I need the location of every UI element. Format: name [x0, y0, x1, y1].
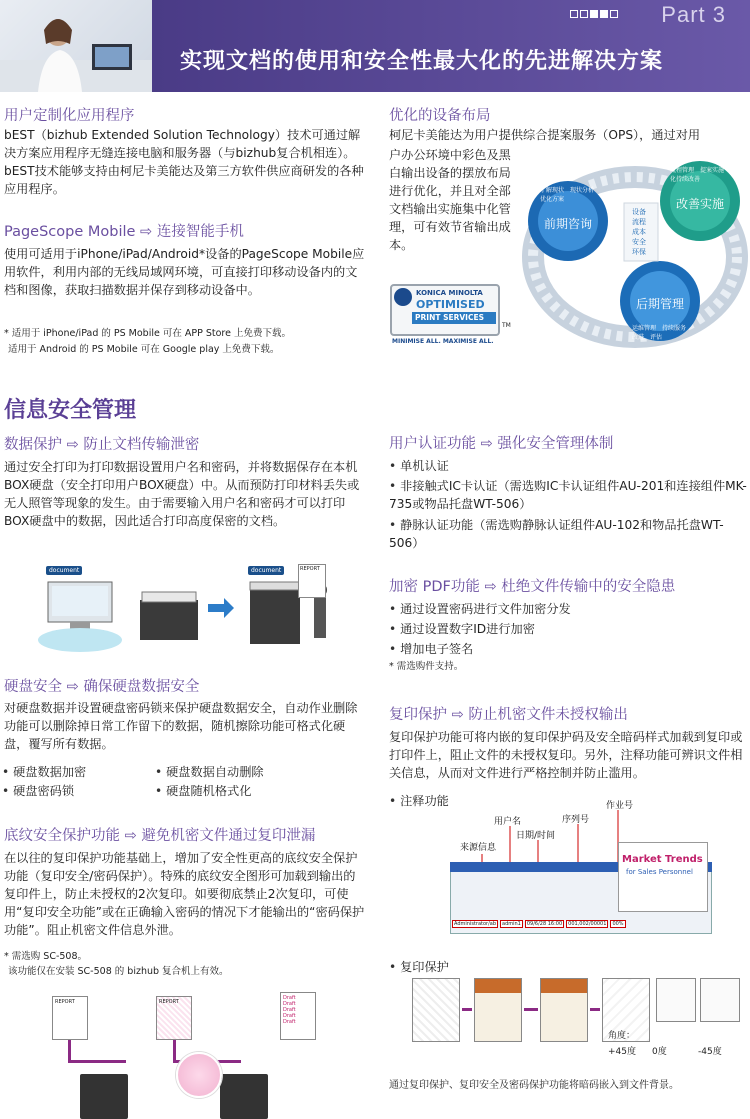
copy-protect-caption: 通过复印保护、复印安全及密码保护功能将暗码嵌入到文件背景。	[389, 1080, 679, 1091]
secure-print-illustration	[30, 560, 350, 660]
printer-icon	[80, 1074, 128, 1119]
draft-text: Draft	[283, 1001, 296, 1007]
badge-slogan: MINIMISE ALL. MAXIMISE ALL.	[392, 338, 494, 345]
circle-management: 后期管理	[636, 297, 685, 311]
angle-zero: 0度	[652, 1047, 667, 1057]
strip-cell: admin1	[502, 921, 521, 927]
copyprotect-text: 复印保护功能可将内嵌的复印保护码及安全暗码样式加载到复印或打印件上，阻止文件的未授权复印。另外，注释功能可辨识文件相关信息，从而对文件进行严格控制并防止滥用。	[389, 730, 743, 780]
section-title: 信息安全管理	[4, 398, 137, 423]
copyguard-illustration	[44, 988, 324, 1119]
circle-improvement: 改善实施	[676, 197, 725, 211]
pdf-item: • 通过设置数字ID进行加密	[389, 620, 535, 638]
auth-heading: 用户认证功能 ⇨ 强化安全管理体制	[389, 436, 614, 452]
auth-item: • 单机认证	[389, 457, 749, 475]
ops-cycle-diagram	[520, 145, 748, 355]
report-paper: REPORT	[298, 564, 326, 598]
angle-label: 角度：	[608, 1031, 636, 1041]
hdd-item: • 硬盘密码锁	[2, 782, 74, 800]
pagescope-note-2: 适用于 Android 的 PS Mobile 可在 Google play 上免费下载。	[8, 344, 280, 355]
layout-text-2: 户办公环境中彩色及黑白输出设备的摆放布局进行优化，并且对全部文档输出实施集中化管理，可有效节省输出成本。	[389, 148, 511, 252]
pattern-magnifier-icon	[176, 1052, 222, 1098]
badge-brand: KONICA MINOLTA	[416, 289, 483, 297]
badge-tm: TM	[502, 322, 511, 329]
auth-item: • 非接触式IC卡认证（需选购IC卡认证组件AU-201和连接组件MK-735或物品托盘WT-506）	[389, 477, 749, 513]
strip-cell: Administrator/ab	[454, 921, 497, 927]
layout-heading: 优化的设备布局	[389, 108, 491, 124]
arc-text-1: 了解现状 现状分析 优化方案	[540, 187, 601, 203]
guarded-report: REPORT	[156, 996, 192, 1040]
copyguard-text: 在以往的复印保护功能基础上，增加了安全性更高的底纹安全保护功能（复印安全/密码保护）。特殊的底纹安全图形可加载到输出的复印件上，防止未授权的2次复印。如要彻底禁止2次复印，可使用“复印安全功能”或在正确输入密码的情况下才能输出的“密码保护功能”。阻止机密文件信息外泄。	[4, 851, 365, 937]
annotation-strip	[452, 920, 626, 928]
pagescope-note-1: * 适用于 iPhone/iPad 的 PS Mobile 可在 APP Store 上免费下载。	[4, 328, 291, 339]
part-label: Part 3	[661, 2, 726, 27]
badge-line2: PRINT SERVICES	[415, 313, 484, 322]
printer-icon	[220, 1074, 268, 1119]
copy-protect-title: • 复印保护	[389, 958, 449, 976]
data-protect-heading: 数据保护 ⇨ 防止文档传输泄密	[4, 437, 200, 453]
angle-plus45: +45度	[608, 1047, 636, 1057]
label-job-no: 作业号	[606, 801, 634, 811]
pdf-item: • 通过设置密码进行文件加密分发	[389, 600, 571, 618]
badge-line1: OPTIMISED	[416, 298, 485, 311]
copyprotect-heading: 复印保护 ⇨ 防止机密文件未授权输出	[389, 707, 628, 723]
draft-text: Draft	[283, 1019, 296, 1025]
angle-minus45: -45度	[698, 1047, 722, 1057]
copyguard-note-1: * 需选购 SC-508。	[4, 951, 88, 962]
page-title: 实现文档的使用和安全性最大化的先进解决方案	[180, 49, 664, 74]
doc-label-2: document	[248, 566, 284, 575]
original-report: REPORT	[52, 996, 88, 1040]
strip-cell: 09/6/28 16:00	[526, 921, 563, 927]
label-datetime: 日期/时间	[516, 831, 556, 841]
custom-apps-heading: 用户定制化应用程序	[4, 108, 135, 124]
header-photo	[0, 0, 152, 92]
strip-cell: 001,002/00001	[568, 921, 607, 927]
draft-text: Draft	[283, 1007, 296, 1013]
draft-report	[280, 992, 316, 1040]
ops-mid-item: 安全	[632, 238, 646, 246]
draft-text: Draft	[283, 1013, 296, 1019]
label-user: 用户名	[494, 817, 522, 827]
label-serial-no: 序列号	[562, 815, 590, 825]
pdf-note: * 需选购件支持。	[389, 661, 464, 672]
pdf-item: • 增加电子签名	[389, 640, 473, 658]
custom-apps-text: bEST（bizhub Extended Solution Technology）技术可通过解决方案应用程序无缝连接电脑和服务器（与bizhub复合机相连）。bEST技术能够支持由柯尼卡美能达及第三方软件供应商研发的各种应用程序。	[4, 128, 364, 196]
copy-protect-illustration	[412, 976, 748, 1066]
konica-logo-icon	[394, 288, 412, 306]
ops-mid-item: 流程	[632, 218, 646, 226]
ops-mid-list	[632, 207, 646, 257]
auth-item: • 静脉认证功能（需选购静脉认证组件AU-102和物品托盘WT-506）	[389, 516, 749, 552]
hdd-heading: 硬盘安全 ⇨ 确保硬盘数据安全	[4, 679, 200, 695]
doc-label-1: document	[46, 566, 82, 575]
layout-text-1: 柯尼卡美能达为用户提供综合提案服务（OPS），通过对用	[389, 128, 701, 142]
hdd-text: 对硬盘数据并设置硬盘密码锁来保护硬盘数据安全，自动作业删除功能可以删除掉日常工作留下的数据，随机擦除功能可格式化硬盘，覆写所有数据。	[4, 701, 358, 751]
annotation-illustration	[446, 796, 716, 944]
copyguard-note-2: 该功能仅在安装 SC-508 的 bizhub 复合机上有效。	[8, 966, 229, 977]
ops-badge	[390, 284, 520, 346]
header-banner	[152, 0, 750, 92]
circle-consulting: 前期咨询	[544, 217, 593, 231]
label-source: 来源信息	[460, 843, 497, 853]
pagescope-text: 使用可适用于iPhone/iPad/Android*设备的PageScope Mobile应用软件，利用内部的无线局域网环境，可直接打印移动设备内的文档和图像，获取扫描数据并保存到移动设备中。	[4, 247, 365, 297]
ops-mid-item: 环保	[632, 248, 646, 256]
copyguard-heading: 底纹安全保护功能 ⇨ 避免机密文件通过复印泄漏	[4, 828, 316, 844]
hdd-item: • 硬盘数据自动删除	[155, 763, 264, 781]
ops-mid-item: 成本	[632, 228, 646, 236]
arc-text-2: 流程管理 提案实施 优化持续改善	[670, 167, 737, 183]
annotation-title: • 注释功能	[389, 792, 449, 810]
pagescope-heading: PageScope Mobile ⇨ 连接智能手机	[4, 224, 244, 240]
strip-cell: 00%	[612, 921, 624, 927]
hdd-item: • 硬盘数据加密	[2, 763, 86, 781]
page-header	[0, 0, 750, 92]
pdf-heading: 加密 PDF功能 ⇨ 杜绝文件传输中的安全隐患	[389, 579, 676, 595]
mt-sub: for Sales Personnel	[626, 868, 693, 876]
mt-title: Market Trends	[622, 854, 703, 865]
arc-text-3: 运维管理 持续服务 改进 评估	[632, 325, 693, 341]
ops-mid-item: 设备	[632, 208, 646, 216]
data-protect-text: 通过安全打印为打印数据设置用户名和密码，并将数据保存在本机BOX硬盘（安全打印用户BOX硬盘）中。从而预防打印材料丢失或无人照管等现象的发生。由于需要输入用户名和密码才可以打印BOX硬盘中的数据，因此适合打印高度保密的文档。	[4, 460, 360, 528]
draft-text: Draft	[283, 995, 296, 1001]
hdd-item: • 硬盘随机格式化	[155, 782, 251, 800]
